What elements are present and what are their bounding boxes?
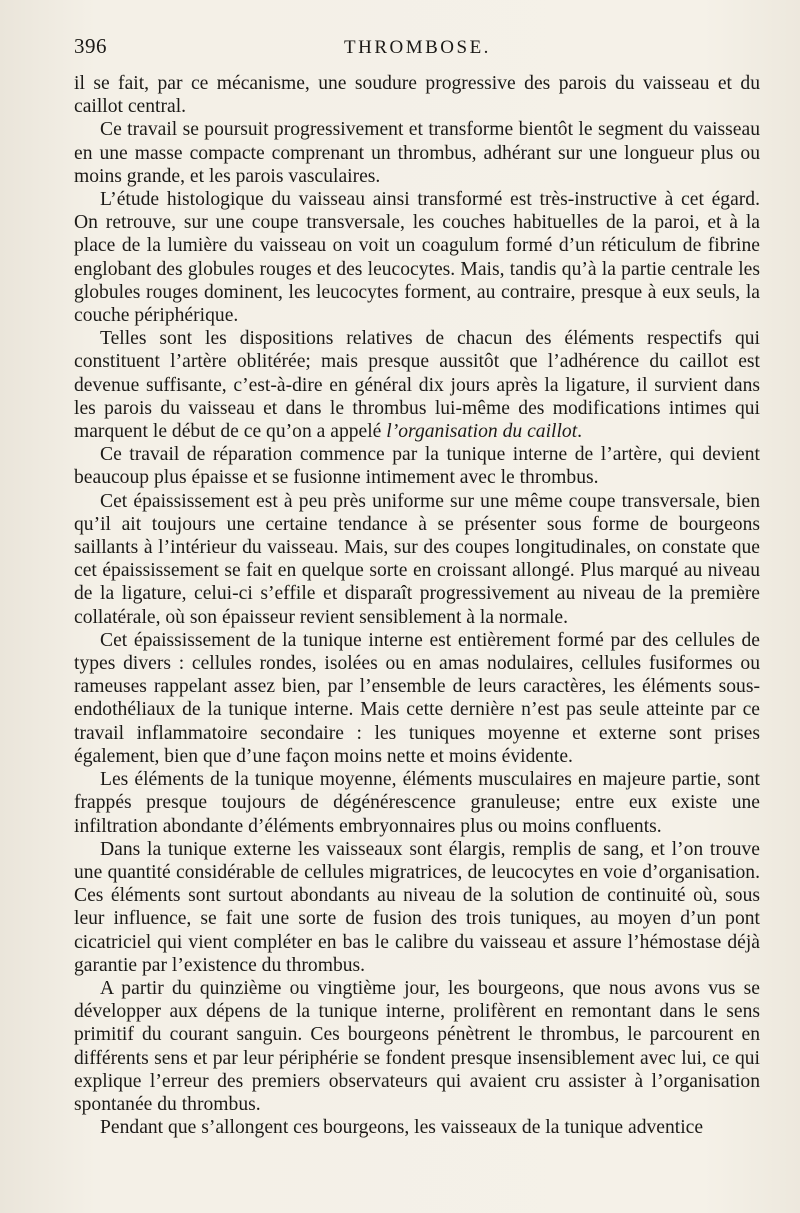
page-number: 396 <box>74 34 107 58</box>
paragraph: Les éléments de la tunique moyenne, éléments musculaires en majeure partie, sont frappés presque toujours de dégénérescence granuleuse; entre eux existe une infiltration abondante d’éléments embryonnaires plus ou moins confluents. <box>74 769 760 837</box>
paragraph: L’étude histologique du vaisseau ainsi transformé est très-instructive à cet égard. On retrouve, sur une coupe transversale, les couches habituelles de la paroi, et à la place de la lumière du vaisseau on voit un coagulum formé d’un réticulum de fibrine englobant des globules rouges et des leucocytes. Mais, tandis qu’à la partie centrale les globules rouges dominent, les leucocytes forment, au contraire, presque à eux seuls, la couche périphérique. <box>74 189 760 327</box>
paragraph-text: . <box>577 421 583 443</box>
running-title: THROMBOSE. <box>344 37 491 58</box>
paragraph: Pendant que s’allongent ces bourgeons, les vaisseaux de la tunique adventice <box>100 1117 704 1139</box>
paragraph: Dans la tunique externe les vaisseaux sont élargis, remplis de sang, et l’on trouve une quantité considérable de cellules migratrices, de leucocytes en voie d’organisation. Ces éléments sont surtout abondants au niveau de la solution de continuité où, sous leur influence, se fait une sorte de fusion des trois tuniques, au moyen d’un pont cicatriciel qui vient compléter en bas le calibre du vaisseau et assure l’hémostase déjà garantie par l’existence du thrombus. <box>74 838 760 976</box>
paragraph <box>74 327 760 443</box>
paragraph: Cet épaississement de la tunique interne est entièrement formé par des cellules de types divers : cellules rondes, isolées ou en amas nodulaires, cellules fusiformes ou rameuses rappelant assez bien, par l’ensemble de leurs caractères, les éléments sous-endothéliaux de la tunique interne. Mais cette dernière n’est pas seule atteinte par ce travail inflammatoire secondaire : les tuniques moyenne et externe sont prises également, bien que d’une façon moins nette et moins évidente. <box>74 629 760 767</box>
paragraph: il se fait, par ce mécanisme, une soudure progressive des parois du vaisseau et du caillot central. <box>74 73 760 118</box>
paragraph: Cet épaississement est à peu près uniforme sur une même coupe transversale, bien qu’il ait toujours une certaine tendance à se présenter sous forme de bourgeons saillants à l’intérieur du vaisseau. Mais, sur des coupes longitudinales, on constate que cet épaississement se fait en quelque sorte en croissant allongé. Plus marqué au niveau de la ligature, celui-ci s’effile et disparaît progressivement au niveau de la première collatérale, où son épaisseur revient sensiblement à la normale. <box>74 490 760 628</box>
emphasized-term: l’organisation du caillot <box>386 421 578 443</box>
page-header <box>74 34 760 72</box>
paragraph: Ce travail se poursuit progressivement et transforme bientôt le segment du vaisseau en une masse compacte comprenant un thrombus, adhérant sur une longueur plus ou moins grande, et les parois vasculaires. <box>74 119 760 187</box>
paragraph: Ce travail de réparation commence par la tunique interne de l’artère, qui devient beaucoup plus épaisse et se fusionne intimement avec le thrombus. <box>74 444 760 489</box>
paragraph: A partir du quinzième ou vingtième jour, les bourgeons, que nous avons vus se développer aux dépens de la tunique interne, prolifèrent en remontant dans le sens primitif du courant sanguin. Ces bourgeons pénètrent le thrombus, le parcourent en différents sens et par leur périphérie se fondent presque insensiblement avec lui, ce qui explique l’erreur des premiers observateurs qui avaient cru assister à l’organisation spontanée du thrombus. <box>74 977 760 1115</box>
body-text <box>74 72 760 1139</box>
paragraph-text: Telles sont les dispositions relatives de chacun des éléments respectifs qui constituent l’artère oblitérée; mais presque aussitôt que l’adhérence du caillot est devenue suffisante, c’est-à-dire en général dix jours après la ligature, il survient dans les parois du vaisseau et dans le thrombus lui-même des modifications intimes qui marquent le début de ce qu’on a appelé <box>74 328 760 443</box>
